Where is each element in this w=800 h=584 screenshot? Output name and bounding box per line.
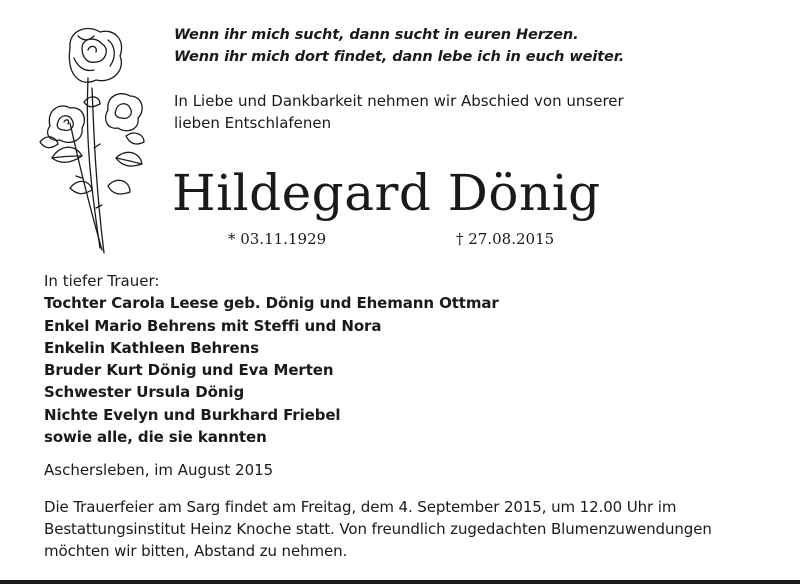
mourner-entry: Enkel Mario Behrens mit Steffi und Nora [44,316,382,335]
verse [174,24,774,68]
mourner-entry: Nichte Evelyn und Burkhard Friebel [44,405,341,424]
verse-line: Wenn ihr mich sucht, dann sucht in euren Herzen. [174,27,579,43]
mourner-entry: Schwester Ursula Dönig [44,383,245,402]
deceased-name: Hildegard Dönig [172,164,601,222]
mourner-entry: Tochter Carola Leese geb. Dönig und Ehemann Ottmar [44,294,499,313]
birth-date: * 03.11.1929 [228,230,327,248]
mourners-heading: In tiefer Trauer: [44,272,160,290]
intro-line: lieben Entschlafenen [174,114,332,132]
rose-illustration-icon [30,18,150,258]
mourner-entry: Bruder Kurt Dönig und Eva Merten [44,361,334,380]
intro-text [174,90,774,134]
death-date: † 27.08.2015 [456,230,555,248]
funeral-info [44,496,774,562]
mourner-entry: Enkelin Kathleen Behrens [44,338,259,357]
funeral-line: Die Trauerfeier am Sarg findet am Freitag, dem 4. September 2015, um 12.00 Uhr im [44,498,677,516]
funeral-line: Bestattungsinstitut Heinz Knoche statt. Von freundlich zugedachten Blumenzuwendungen [44,520,712,538]
intro-line: In Liebe und Dankbarkeit nehmen wir Abschied von unserer [174,92,624,110]
funeral-line: möchten wir bitten, Abstand zu nehmen. [44,542,348,560]
mourner-entry: sowie alle, die sie kannten [44,428,267,447]
mourners-list [44,292,764,448]
mourners-section [44,270,764,448]
place-date: Aschersleben, im August 2015 [44,461,274,479]
verse-line: Wenn ihr mich dort findet, dann lebe ich in euch weiter. [174,49,625,65]
